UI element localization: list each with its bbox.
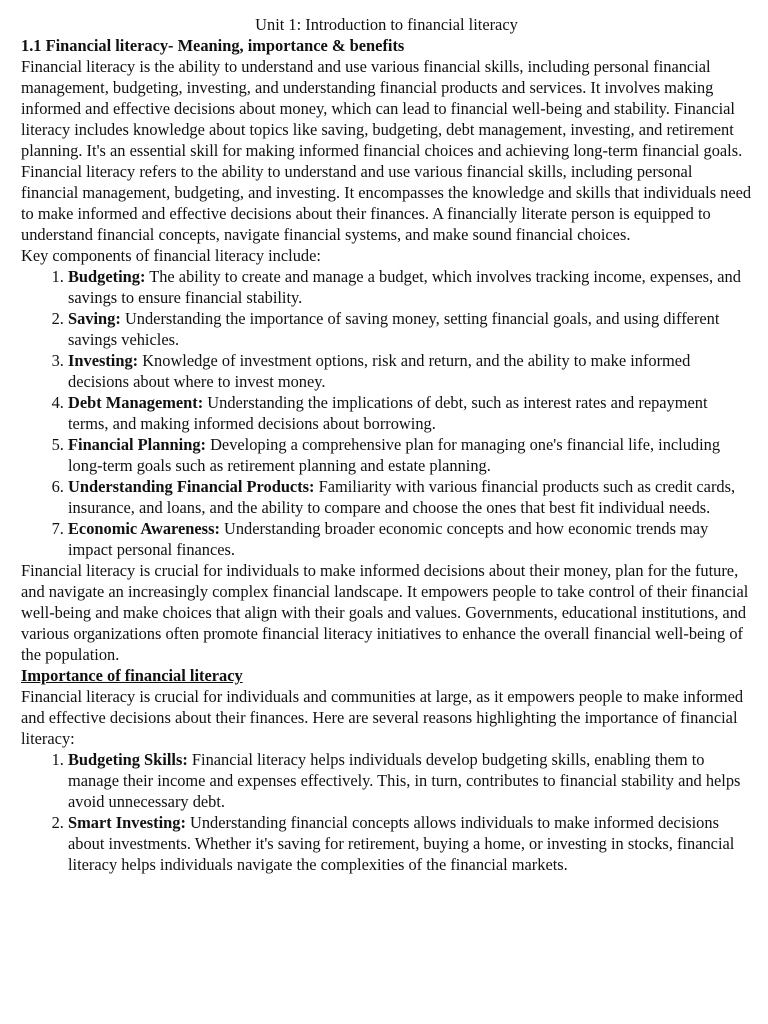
list-item: [68, 476, 752, 518]
list-item-term: Smart Investing:: [68, 813, 186, 832]
list-item: [68, 434, 752, 476]
paragraph-conclusion: Financial literacy is crucial for individuals to make informed decisions about their money, plan for the future, and navigate an increasingly complex financial landscape. It empowers people to take control of their financial well-being and make choices that align with their goals and values. Governments, educational institutions, and various organizations often promote financial literacy initiatives to enhance the overall financial well-being of the population.: [21, 561, 749, 664]
paragraph-definition-2: Financial literacy refers to the ability to understand and use various financial skills, including personal financial management, budgeting, and investing. It encompasses the knowledge and skills that individuals need to make informed and effective decisions about their finances. A financially literate person is equipped to understand financial concepts, navigate financial systems, and make sound financial choices.: [21, 162, 752, 244]
paragraph-components-intro: Key components of financial literacy include:: [21, 246, 321, 265]
list-item-text: Understanding the importance of saving money, setting financial goals, and using different savings vehicles.: [68, 309, 720, 349]
list-item-term: Economic Awareness:: [68, 519, 220, 538]
importance-heading: Importance of financial literacy: [21, 666, 243, 685]
paragraph-importance-intro: Financial literacy is crucial for individuals and communities at large, as it empowers people to make informed and effective decisions about their finances. Here are several reasons highlighting the importance of financial literacy:: [21, 687, 744, 748]
list-item-term: Saving:: [68, 309, 121, 328]
list-item-term: Debt Management:: [68, 393, 204, 412]
paragraph-definition: Financial literacy is the ability to understand and use various financial skills, including personal financial management, budgeting, investing, and understanding financial products and services. It involves making informed and effective decisions about money, which can lead to financial well-being and stability. Financial literacy includes knowledge about topics like saving, budgeting, debt management, investing, and retirement planning. It's an essential skill for making informed financial choices and achieving long-term financial goals.: [21, 57, 743, 160]
section-heading: 1.1 Financial literacy- Meaning, importance & benefits: [21, 36, 405, 55]
list-item-text: Familiarity with various financial products such as credit cards, insurance, and loans, and the ability to compare and choose the ones that best fit individual needs.: [68, 477, 736, 517]
unit-title: Unit 1: Introduction to financial literacy: [255, 15, 518, 34]
list-item-text: Financial literacy helps individuals develop budgeting skills, enabling them to manage their income and expenses effectively. This, in turn, contributes to financial stability and helps avoid unnecessary debt.: [68, 750, 741, 811]
list-item: [68, 266, 752, 308]
list-item: [68, 392, 752, 434]
list-item-term: Financial Planning:: [68, 435, 206, 454]
list-item-term: Investing:: [68, 351, 139, 370]
list-item-text: Understanding broader economic concepts and how economic trends may impact personal finances.: [68, 519, 709, 559]
list-item: [68, 812, 752, 875]
list-item: [68, 518, 752, 560]
list-item-term: Budgeting Skills:: [68, 750, 188, 769]
list-item-text: Understanding financial concepts allows individuals to make informed decisions about investments. Whether it's saving for retirement, buying a home, or investing in stocks, financial literacy helps individuals navigate the complexities of the financial markets.: [68, 813, 735, 874]
importance-list: [21, 749, 752, 875]
list-item-text: Understanding the implications of debt, such as interest rates and repayment terms, and making informed decisions about borrowing.: [68, 393, 708, 433]
list-item-term: Budgeting:: [68, 267, 146, 286]
list-item-text: Developing a comprehensive plan for managing one's financial life, including long-term goals such as retirement planning and estate planning.: [68, 435, 721, 475]
list-item: [68, 308, 752, 350]
list-item: [68, 749, 752, 812]
list-item-term: Understanding Financial Products:: [68, 477, 315, 496]
list-item-text: The ability to create and manage a budget, which involves tracking income, expenses, and savings to ensure financial stability.: [68, 267, 741, 307]
list-item-text: Knowledge of investment options, risk and return, and the ability to make informed decisions about where to invest money.: [68, 351, 691, 391]
components-list: [21, 266, 752, 560]
list-item: [68, 350, 752, 392]
